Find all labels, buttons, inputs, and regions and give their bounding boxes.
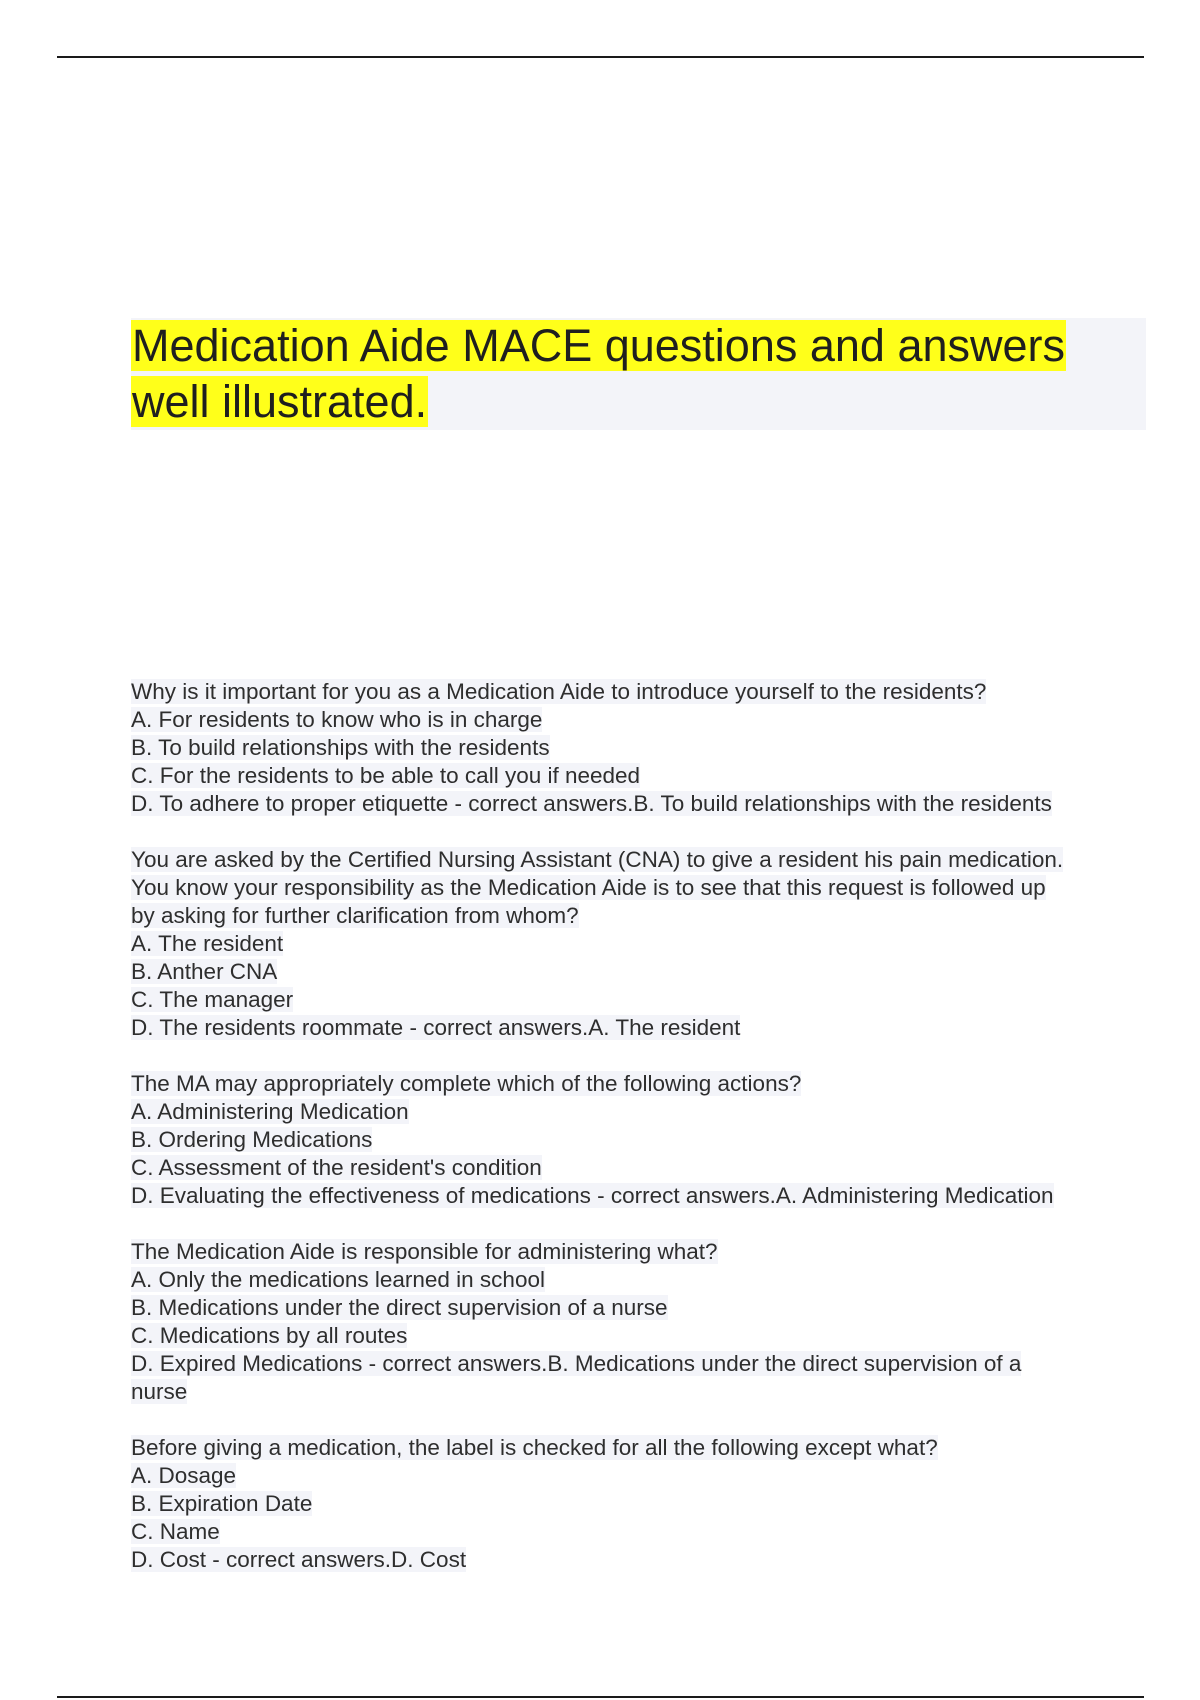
answer-option: A. Administering Medication: [131, 1099, 409, 1124]
question-text: You know your responsibility as the Medication Aide is to see that this request is followed up: [131, 875, 1046, 900]
title-line-1: [131, 318, 1146, 374]
question-text: Why is it important for you as a Medication Aide to introduce yourself to the residents?: [131, 679, 987, 704]
answer-option: B. To build relationships with the residents: [131, 735, 550, 760]
answer-option-with-correct-answer: D. Expired Medications - correct answers.B. Medications under the direct supervision of a: [131, 1351, 1022, 1376]
answer-option: B. Expiration Date: [131, 1491, 313, 1516]
answer-option-with-correct-answer: D. Cost - correct answers.D. Cost: [131, 1547, 467, 1572]
answer-option: A. Dosage: [131, 1463, 237, 1488]
top-rule: [57, 56, 1144, 58]
bottom-rule: [57, 1696, 1144, 1698]
answer-option: C. Medications by all routes: [131, 1323, 408, 1348]
answer-option: C. Assessment of the resident's condition: [131, 1155, 542, 1180]
answer-option: C. For the residents to be able to call you if needed: [131, 763, 641, 788]
question-text: The MA may appropriately complete which of the following actions?: [131, 1071, 802, 1096]
question-text: by asking for further clarification from whom?: [131, 903, 579, 928]
title-line-2: [131, 374, 1146, 430]
answer-option: A. Only the medications learned in school: [131, 1267, 545, 1292]
answer-option-with-correct-answer: D. The residents roommate - correct answers.A. The resident: [131, 1015, 741, 1040]
answer-option: B. Medications under the direct supervision of a nurse: [131, 1295, 668, 1320]
answer-option: B. Ordering Medications: [131, 1127, 373, 1152]
questions-list: [131, 678, 1141, 1602]
answer-option-with-correct-answer: D. Evaluating the effectiveness of medications - correct answers.A. Administering Medication: [131, 1183, 1054, 1208]
question-text: You are asked by the Certified Nursing Assistant (CNA) to give a resident his pain medication.: [131, 847, 1064, 872]
title-highlight-1: Medication Aide MACE questions and answers: [132, 320, 1066, 371]
title-highlight-2: well illustrated.: [132, 376, 428, 427]
answer-option: A. For residents to know who is in charge: [131, 707, 543, 732]
answer-option-with-correct-answer: D. To adhere to proper etiquette - correct answers.B. To build relationships with the residents: [131, 791, 1052, 816]
answer-option: B. Anther CNA: [131, 959, 278, 984]
question-text: The Medication Aide is responsible for administering what?: [131, 1239, 718, 1264]
answer-option: C. Name: [131, 1519, 220, 1544]
question-block-3: [131, 1070, 1141, 1210]
answer-option: A. The resident: [131, 931, 284, 956]
question-block-5: [131, 1434, 1141, 1574]
answer-option: C. The manager: [131, 987, 294, 1012]
answer-continuation: nurse: [131, 1379, 188, 1404]
question-block-1: [131, 678, 1141, 818]
question-text: Before giving a medication, the label is checked for all the following except what?: [131, 1435, 938, 1460]
document-title: [131, 318, 1146, 430]
question-block-2: [131, 846, 1141, 1042]
question-block-4: [131, 1238, 1141, 1406]
